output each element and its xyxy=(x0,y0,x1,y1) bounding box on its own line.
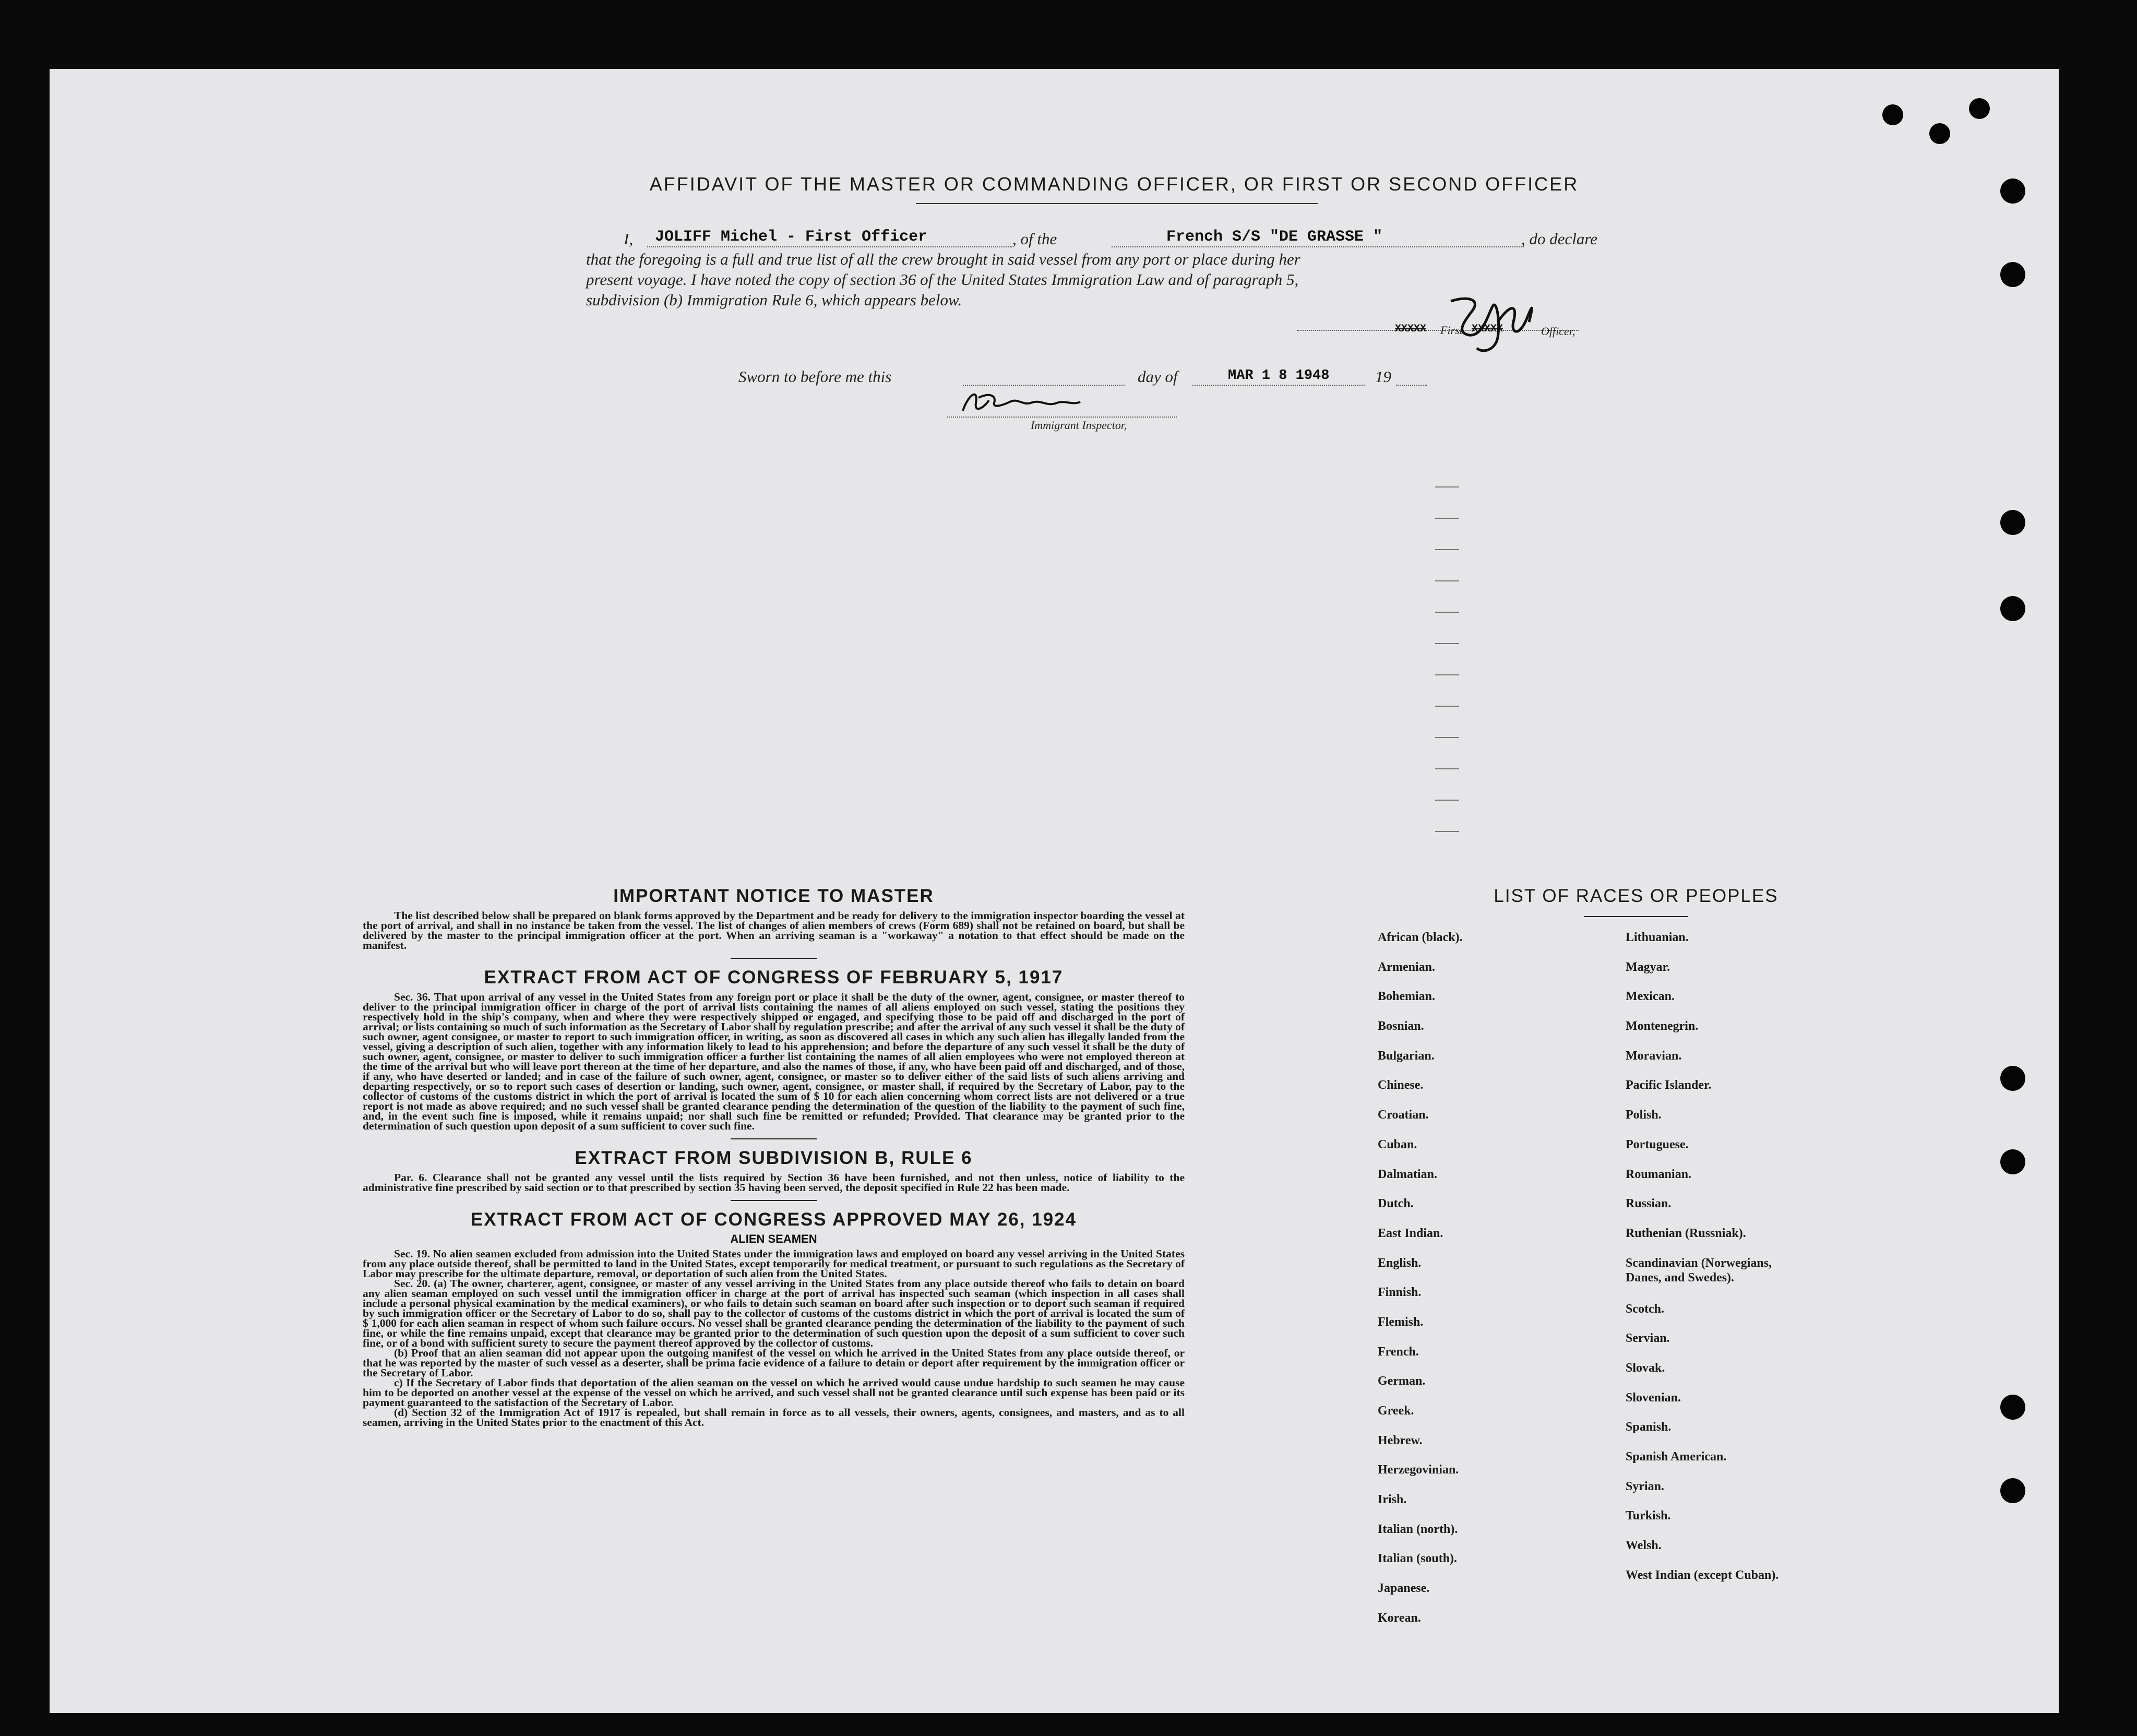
race-item: Magyar. xyxy=(1626,960,1670,974)
races-rule xyxy=(1584,916,1688,917)
margin-tick xyxy=(1435,486,1459,487)
inspector-line xyxy=(947,417,1177,418)
race-item: Pacific Islander. xyxy=(1626,1078,1712,1092)
race-item: Bosnian. xyxy=(1378,1019,1424,1033)
race-item: Greek. xyxy=(1378,1404,1414,1418)
sworn-prefix: Sworn to before me this xyxy=(738,367,892,386)
sec19-body: Sec. 19. No alien seamen excluded from admission into the United States under the immigration laws and employed on board any vessel arriving in the United States from any place outside thereof, shall be permitted to land in the United States, except temporarily for medical treatment, or pursuant to such regulations as the Secretary of Labor may prescribe for the ultimate departure, removal, or deportation of such alien from the United States. xyxy=(363,1247,1185,1280)
race-item: Ruthenian (Russniak). xyxy=(1626,1226,1746,1240)
punch-hole xyxy=(2000,1395,2025,1420)
race-item: Irish. xyxy=(1378,1493,1407,1507)
race-item: Dutch. xyxy=(1378,1197,1414,1211)
margin-tick xyxy=(1435,549,1459,550)
race-item: Bohemian. xyxy=(1378,990,1436,1004)
extract-1917-body: Sec. 36. That upon arrival of any vessel in the United States from any foreign port or place it shall be the duty of the owner, agent, consignee, or master thereof to deliver to the principal immigration officer in charge of the port of arrival lists containing the names of all aliens employed on such vessel, stating the positions they respectively hold in the ship's company, when and where they were respectively shipped or engaged, and specifying those to be paid off and discharged in the port of arrival; or lists containing so much of such information as the Secretary of Labor shall by regulation prescribe; and after the arrival of any such vessel it shall be the duty of such owner, agent consignee, or master to report to such immigration officer, in writing, as soon as discovered all cases in which any such alien has illegally landed from the vessel, giving a description of such alien, together with any information likely to lead to his apprehension; and before the departure of any such vessel it shall be the duty of such owner, agent, consignee, or master to deliver to such immigration officer a further list containing the names of all alien employees who were not employed thereon at the time of the arrival but who will leave port thereon at the time of her departure, and also the names of those, if any, who have been paid off and discharged, and of those, if any, who have deserted or landed; and in case of the failure of such owner, agent, consignee, or master so to deliver either of the said lists of such aliens arriving and departing respectively, or so to report such cases of desertion or landing, such owner, agent, consignee, or master shall, if required by the Secretary of Labor, pay to the collector of customs of the customs district in which the port of arrival is located the sum of $ 10 for each alien concerning whom correct lists are not delivered or a true report is not made as above required; and no such vessel shall be granted clearance pending the determination of the question of the liability to the payment of such fine, and, in the event such fine is imposed, while it remains unpaid; nor shall such fine be remitted or refunded; Provided. That clearance may be granted prior to the determination of such question upon deposit of a sum sufficient to cover such fine. xyxy=(363,991,1185,1132)
punch-hole xyxy=(2000,262,2025,287)
vessel-name: French S/S "DE GRASSE " xyxy=(1166,228,1383,246)
race-item: Lithuanian. xyxy=(1626,931,1689,944)
officer-signature xyxy=(1435,291,1545,359)
race-item: Mexican. xyxy=(1626,990,1675,1004)
race-item: Herzegovinian. xyxy=(1378,1463,1459,1477)
margin-tick xyxy=(1435,737,1459,738)
officer-name: JOLIFF Michel - First Officer xyxy=(655,228,928,246)
title-rule xyxy=(916,203,1318,204)
punch-hole xyxy=(1882,104,1903,125)
race-item: Finnish. xyxy=(1378,1286,1422,1300)
race-item: Russian. xyxy=(1626,1197,1672,1211)
race-item: Chinese. xyxy=(1378,1078,1424,1092)
struck-text: XXXXX xyxy=(1395,323,1427,335)
race-item: Scandinavian (Norwegians, Danes, and Swedes). xyxy=(1626,1256,1772,1285)
punch-hole xyxy=(2000,179,2025,204)
punch-hole xyxy=(2000,1149,2025,1174)
race-item: Portuguese. xyxy=(1626,1137,1689,1151)
race-item: Korean. xyxy=(1378,1611,1421,1625)
margin-tick xyxy=(1435,643,1459,644)
notice-title: IMPORTANT NOTICE TO MASTER xyxy=(613,886,934,906)
day-of-label: day of xyxy=(1138,367,1178,386)
race-item: Montenegrin. xyxy=(1626,1019,1699,1033)
margin-tick xyxy=(1435,800,1459,801)
extract-1917-title: EXTRACT FROM ACT OF CONGRESS OF FEBRUARY 5, 1917 xyxy=(484,967,1064,988)
rule6-body: Par. 6. Clearance shall not be granted any vessel until the lists required by Section 36 have been furnished, and not then unless, notice of liability to the administrative fine prescribed by said section or to that prescribed by section 35 having been served, the deposit specified in Rule 22 has been made. xyxy=(363,1171,1185,1194)
punch-hole xyxy=(2000,596,2025,621)
affidavit-title: AFFIDAVIT OF THE MASTER OR COMMANDING OFFICER, OR FIRST OR SECOND OFFICER xyxy=(649,173,1579,195)
race-item: Slovak. xyxy=(1626,1361,1665,1375)
punch-hole xyxy=(1969,98,1990,119)
race-item: Spanish American. xyxy=(1626,1450,1727,1464)
race-item: Welsh. xyxy=(1626,1539,1662,1553)
race-item: Dalmatian. xyxy=(1378,1167,1437,1181)
sec20d-body: (d) Section 32 of the Immigration Act of 1917 is repealed, but shall remain in force as to all vessels, their owners, agents, consignees, and masters, and as to all seamen, arriving in the United States prior to the enactment of this Act. xyxy=(363,1406,1185,1429)
race-item: Japanese. xyxy=(1378,1582,1430,1596)
margin-tick xyxy=(1435,706,1459,707)
race-item: German. xyxy=(1378,1374,1426,1388)
punch-hole xyxy=(2000,1066,2025,1091)
rule6-title: EXTRACT FROM SUBDIVISION B, RULE 6 xyxy=(575,1148,973,1168)
margin-tick xyxy=(1435,831,1459,832)
section-rule xyxy=(731,958,817,959)
race-item: Moravian. xyxy=(1626,1049,1682,1063)
date-stamp: MAR 1 8 1948 xyxy=(1228,368,1330,384)
race-item: Turkish. xyxy=(1626,1509,1671,1523)
section-rule xyxy=(731,1138,817,1139)
vessel-line xyxy=(1112,246,1524,247)
race-item: Italian (south). xyxy=(1378,1552,1458,1566)
extract-1924-title: EXTRACT FROM ACT OF CONGRESS APPROVED MAY 26, 1924 xyxy=(470,1209,1077,1230)
punch-hole xyxy=(1929,123,1950,144)
declaration-do-declare: , do declare xyxy=(1521,230,1598,248)
declaration-line-3: present voyage. I have noted the copy of section 36 of the United States Immigration Law and of paragraph 5, xyxy=(586,270,1299,289)
race-item: Flemish. xyxy=(1378,1315,1424,1329)
declaration-line-2: that the foregoing is a full and true list of all the crew brought in said vessel from any port or place during her xyxy=(586,250,1300,268)
alien-seamen-subtitle: ALIEN SEAMEN xyxy=(730,1232,817,1245)
races-column-1 xyxy=(1378,930,1586,1640)
sec20a-body: Sec. 20. (a) The owner, charterer, agent, consignee, or master of any vessel arriving in the United States from any place outside thereof who fails to detain on board any alien seaman employed on such vessel until the immigration officer in charge at the port of arrival has inspected such seaman (which inspection in all cases shall include a personal physical examination by the medical examiners), or who fails to detain such seaman on board after such inspection or to deport such seaman if required by such immigration officer or the Secretary of Labor to do so, shall pay to the collector of customs of the customs district in which the port of arrival is located the sum of $ 1,000 for each alien seaman in respect of whom such failure occurs. No vessel shall be granted clearance pending the determination of the liability to the payment of such fine, or while the fine remains unpaid, except that clearance may be granted prior to the determination of such question upon the deposit of a sum sufficient to cover such fine, or of a bond with sufficient surety to secure the payment thereof approved by the collector of customs. xyxy=(363,1277,1185,1349)
race-item: Spanish. xyxy=(1626,1420,1672,1434)
race-item: Polish. xyxy=(1626,1108,1662,1122)
struck-text: XXXXX xyxy=(1472,323,1503,335)
punch-hole xyxy=(2000,510,2025,535)
sec20c-body: c) If the Secretary of Labor finds that deportation of the alien seaman on the vessel on which he arrived would cause undue hardship to such seamen he may cause him to be deported on another vessel at the expense of the vessel on which he arrived, and such vessel shall not be granted clearance until such expense has been paid or its payment guaranteed to the satisfaction of the Secretary of Labor. xyxy=(363,1376,1185,1409)
margin-tick xyxy=(1435,518,1459,519)
races-column-2 xyxy=(1626,930,1819,1614)
race-item: Italian (north). xyxy=(1378,1522,1458,1536)
race-item: East Indian. xyxy=(1378,1226,1443,1240)
officer-name-line xyxy=(647,246,1012,247)
race-item: Bulgarian. xyxy=(1378,1049,1435,1063)
race-item: English. xyxy=(1378,1256,1422,1270)
notice-body: The list described below shall be prepared on blank forms approved by the Department and be ready for delivery to the immigration inspector boarding the vessel at the port of arrival, and shall in no instance be taken from the vessel. The list of changes of alien members of crews (Form 689) shall not be retained on board, but shall be delivered by the master to the principal immigration officer at the port. When an arriving seaman is a "workaway" a notation to that effect should be made on the manifest. xyxy=(363,909,1185,952)
race-item: Slovenian. xyxy=(1626,1390,1681,1405)
race-item: Roumanian. xyxy=(1626,1167,1692,1181)
races-title: LIST OF RACES OR PEOPLES xyxy=(1494,886,1778,906)
year-prefix: 19 xyxy=(1375,367,1391,386)
declaration-of-the: , of the xyxy=(1012,230,1057,248)
margin-tick xyxy=(1435,580,1459,581)
inspector-label: Immigrant Inspector, xyxy=(1031,419,1127,432)
declaration-line-4: subdivision (b) Immigration Rule 6, which appears below. xyxy=(586,291,962,309)
race-item: Syrian. xyxy=(1626,1479,1665,1493)
race-item: Servian. xyxy=(1626,1331,1670,1346)
inspector-signature xyxy=(952,382,1088,424)
declaration-i: I, xyxy=(624,230,634,248)
punch-hole xyxy=(2000,1478,2025,1503)
race-item: Cuban. xyxy=(1378,1137,1417,1151)
legal-notices xyxy=(363,886,1185,1428)
race-item: Croatian. xyxy=(1378,1108,1429,1122)
race-item: Hebrew. xyxy=(1378,1433,1423,1447)
race-item: West Indian (except Cuban). xyxy=(1626,1568,1779,1582)
race-item: French. xyxy=(1378,1345,1419,1359)
section-rule xyxy=(731,1200,817,1201)
year-line xyxy=(1396,385,1427,386)
margin-tick xyxy=(1435,674,1459,675)
margin-tick xyxy=(1435,768,1459,769)
sec20b-body: (b) Proof that an alien seaman did not appear upon the outgoing manifest of the vessel on which he arrived in the United States from any place outside thereof, or that he was reported by the master of such vessel as a deserter, shall be prima facie evidence of a failure to detain or deport after requirement by the immigration officer or the Secretary of Labor. xyxy=(363,1347,1185,1379)
officer-rank: First xyxy=(1440,324,1463,337)
race-item: Armenian. xyxy=(1378,960,1435,974)
margin-tick xyxy=(1435,612,1459,613)
document-page xyxy=(50,69,2059,1713)
race-item: Scotch. xyxy=(1626,1302,1664,1316)
officer-label: Officer, xyxy=(1541,325,1575,338)
race-item: African (black). xyxy=(1378,931,1463,944)
date-line xyxy=(1192,385,1365,386)
